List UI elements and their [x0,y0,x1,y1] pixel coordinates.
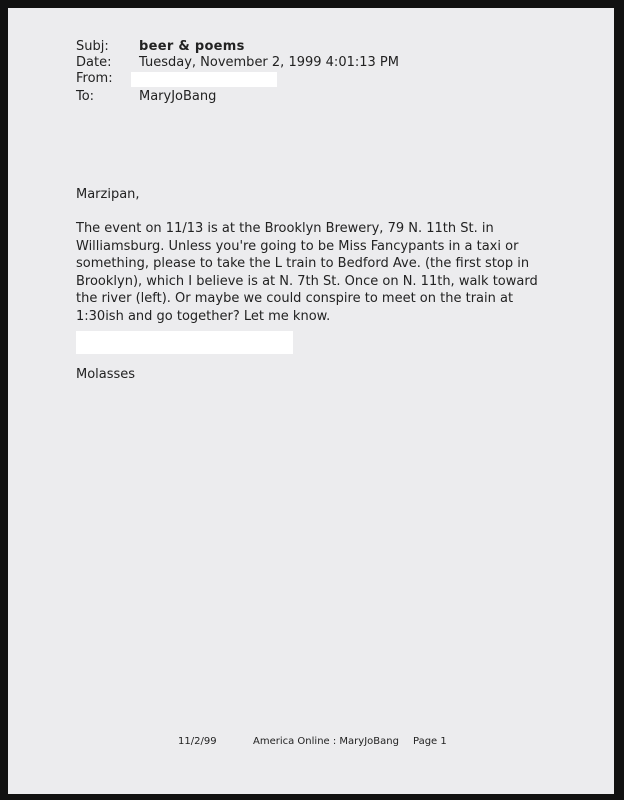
footer-source: America Online : MaryJoBang [253,736,399,747]
paragraph-line: 1:30ish and go together? Let me know. [76,308,331,324]
paragraph-line: The event on 11/13 is at the Brooklyn Brewery, 79 N. 11th St. in [76,221,494,236]
from-redaction [131,72,277,87]
from-label: From: [76,71,113,86]
to-label: To: [76,89,95,104]
body-redaction [76,331,293,354]
paragraph-line: Williamsburg. Unless you're going to be Miss Fancypants in a taxi or [76,238,519,254]
subject-value: beer & poems [139,39,245,54]
date-label: Date: [76,55,112,70]
footer-date: 11/2/99 [178,736,217,747]
subject-label: Subj: [76,39,109,54]
paragraph-line: the river (left). Or maybe we could conspire to meet on the train at [76,291,514,306]
greeting: Marzipan, [76,187,140,202]
message-paragraph [76,220,538,325]
signature: Molasses [76,367,136,382]
date-value: Tuesday, November 2, 1999 4:01:13 PM [139,55,399,70]
footer-page: Page 1 [413,736,447,747]
paragraph-line: Brooklyn), which I believe is at N. 7th St. Once on N. 11th, walk toward [76,273,538,289]
to-value: MaryJoBang [139,89,217,104]
email-printout-page [8,8,614,794]
paragraph-line: something, please to take the L train to Bedford Ave. (the first stop in [76,256,530,271]
